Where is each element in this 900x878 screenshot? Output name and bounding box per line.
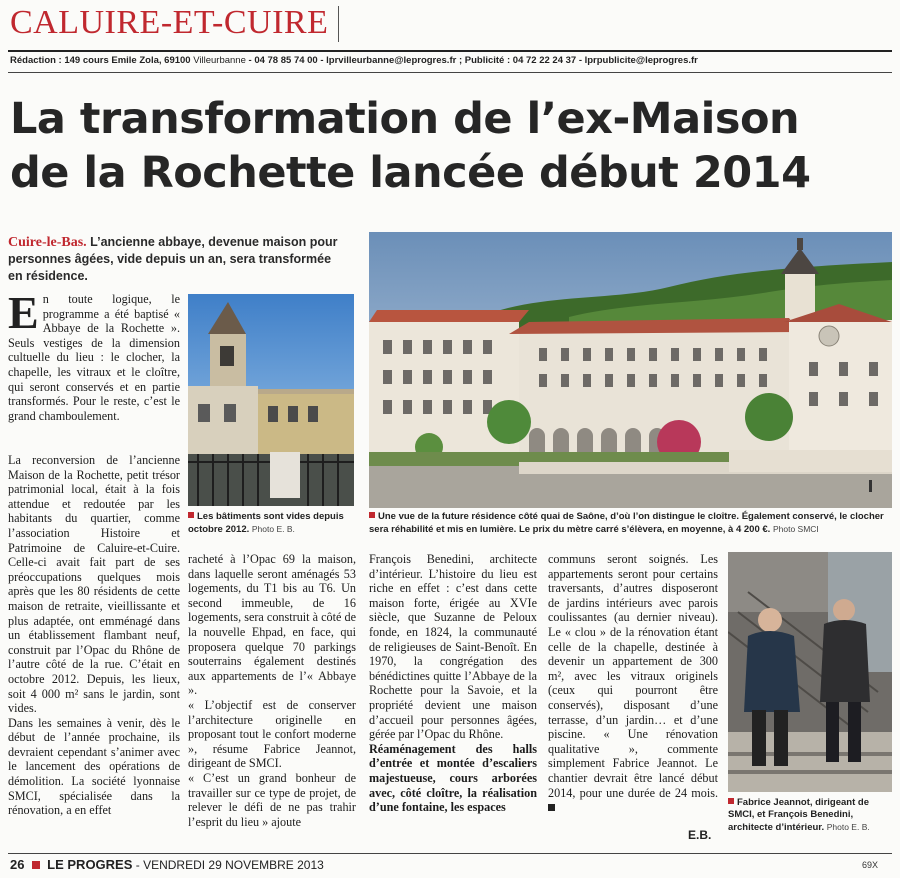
caption-rendering-text: Une vue de la future résidence côté quai de Saône, d’où l’on distingue le cloître. Également conservé, le clocher sera réhabilité et mis en lumière. Le prix du mètre carré s’élèvera, en moyenne, à 4 200 €. (369, 511, 884, 535)
caption-people (728, 797, 892, 834)
headline-line-2: de la Rochette lancée début 2014 (10, 148, 811, 198)
col4-paragraph-1: communs seront soignés. Les appartements seront pour certains traversants, d’autres disposeront de jardins intérieurs avec parois coulissantes (au dernier niveau). Le « clou » de la rénovation étant celle de la chapelle, destinée à devenir un appartement de 300 m², avec les vitraux originels (ceux qui pourront être conservés), disposant d’une terrasse, d’un jardin… et d’une piscine. « Une rénovation qualitative », commente simplement Fabrice Jeannot. Le chantier devrait être lancé début 2014, pour une durée de 24 mois. (548, 552, 718, 800)
caption-residence-rendering (369, 511, 892, 536)
caption-bell-tower (188, 511, 358, 536)
people-image (728, 552, 892, 792)
chapo-text: L’ancienne abbaye, devenue maison pour personnes âgées, vide depuis un an, sera transformée en résidence. (8, 235, 338, 283)
col1-paragraph-2: La reconversion de l’ancienne Maison de la Rochette, petit trésor patrimonial local, était à la fois attendue et redoutée par les habitants du quartier, comme l’association Histoire et Patrimoine de Caluire-et-Cuire. Celle-ci avait fait part de ses préoccupations quelques mois après que les 80 résidents de cette maison de retraite, vieillissante et plus adaptée, ont emménagé dans un établissement flambant neuf, construit par l’Opac du Rhône de l’autre côté de la rue. C’était en octobre 2012. Depuis, les lieux, soit 4 000 m² sans le jardin, sont vides. (8, 453, 180, 716)
caption-people-text: Fabrice Jeannot, dirigeant de SMCI, et François Benedini, architecte d’intérieur. (728, 797, 869, 833)
footer-marker (32, 861, 40, 869)
kicker: Cuire-le-Bas. (8, 235, 87, 250)
article-column-3 (369, 552, 537, 815)
issue-date: - VENDREDI 29 NOVEMBRE 2013 (135, 858, 324, 872)
header-rule (8, 50, 892, 52)
contact-city: Villeurbanne (193, 55, 246, 66)
caption-rendering-credit: Photo SMCI (772, 524, 819, 534)
col3-paragraph-2: Réaménagement des halls d’entrée et montée d’escaliers majestueuse, cours arborées avec, côté cloître, la réalisation d’une fontaine, les espaces (369, 741, 537, 815)
newspaper-brand: LE PROGRES (47, 857, 133, 872)
bell-tower-image (188, 294, 354, 506)
page-number: 26 (10, 857, 25, 872)
title-divider (338, 6, 339, 42)
col2-paragraph-1: racheté à l’Opac 69 la maison, dans laquelle seront aménagés 53 logements, du T1 bis au T6. Un second immeuble, de 16 logements, sera construit à côté de la nouvelle Ehpad, en face, qui proposera quelque 70 parkings souterrains également destinés aux appartements de l’« Abbaye ». (188, 552, 356, 698)
photo-bell-tower (188, 294, 354, 506)
col1-paragraph-3: Dans les semaines à venir, dès le début de l’année prochaine, ils devraient cependant s’animer avec le lancement des opérations de démolition. La société lyonnaise SMCI, spécialisée dans la rénovation, a en effet (8, 715, 180, 818)
caption-people-credit: Photo E. B. (826, 822, 870, 832)
edition-code: 69X (861, 860, 878, 870)
chapo (8, 234, 348, 285)
residence-rendering-image (369, 232, 892, 508)
article-column-1 (8, 287, 180, 423)
contact-redaction: Rédaction : 149 cours Emile Zola, 69100 (10, 55, 191, 66)
signature: E.B. (688, 828, 712, 842)
dropcap: E (8, 287, 39, 338)
caption-marker (188, 512, 194, 518)
article-column-4 (548, 552, 718, 815)
contact-phone: - 04 78 85 74 00 - lprvilleurbanne@leprogres.fr ; Publicité : 04 72 22 24 37 - lprpublicite@leprogres.fr (248, 55, 698, 66)
col2-paragraph-3: « C’est un grand bonheur de travailler sur ce type de projet, de relever le défi de ne pas trahir l’esprit du lieu » ajoute (188, 770, 356, 829)
photo-people (728, 552, 892, 792)
contact-rule (8, 72, 892, 73)
article-column-1-cont (8, 453, 180, 818)
headline (10, 92, 890, 200)
col3-paragraph-1: François Benedini, architecte d’intérieur. L’histoire du lieu est riche en effet : c’est dans cette maison forte, érigée au XVIe siècle, que Suzanne de Peloux fonde, en 1824, la communauté de religieuses de Saint-Benoît. En 1970, la congrégation des bénédictines quitte l’Abbaye de la Rochette pour la Savoie, et la propriété devient une maison d’accueil pour personnes âgées, gérée par l’Opac du Rhône. (369, 552, 537, 742)
footer-rule (8, 853, 892, 854)
caption-marker (728, 798, 734, 804)
col1-paragraph-1: n toute logique, le programme a été baptisé « Abbaye de la Rochette ». Seuls vestiges de la dimension cultuelle du lieu : le clocher, la chapelle, les vitraux et le cloître, qui seront conservés et en partie transformés. Pour le reste, c’est le grand chamboulement. (8, 292, 180, 423)
caption-bell-tower-credit: Photo E. B. (251, 524, 295, 534)
col2-paragraph-2: « L’objectif est de conserver l’architecture originelle en proposant tout le confort moderne », résume Fabrice Jeannot, dirigeant de SMCI. (188, 697, 356, 771)
caption-marker (369, 512, 375, 518)
headline-line-1: La transformation de l’ex-Maison (10, 94, 800, 144)
contact-line (10, 55, 892, 66)
footer (10, 857, 324, 872)
end-mark (548, 804, 555, 811)
section-title: CALUIRE-ET-CUIRE (10, 4, 329, 41)
caption-bell-tower-text: Les bâtiments sont vides depuis octobre 2012. (188, 511, 344, 535)
article-column-2 (188, 552, 356, 829)
photo-residence-rendering (369, 232, 892, 508)
